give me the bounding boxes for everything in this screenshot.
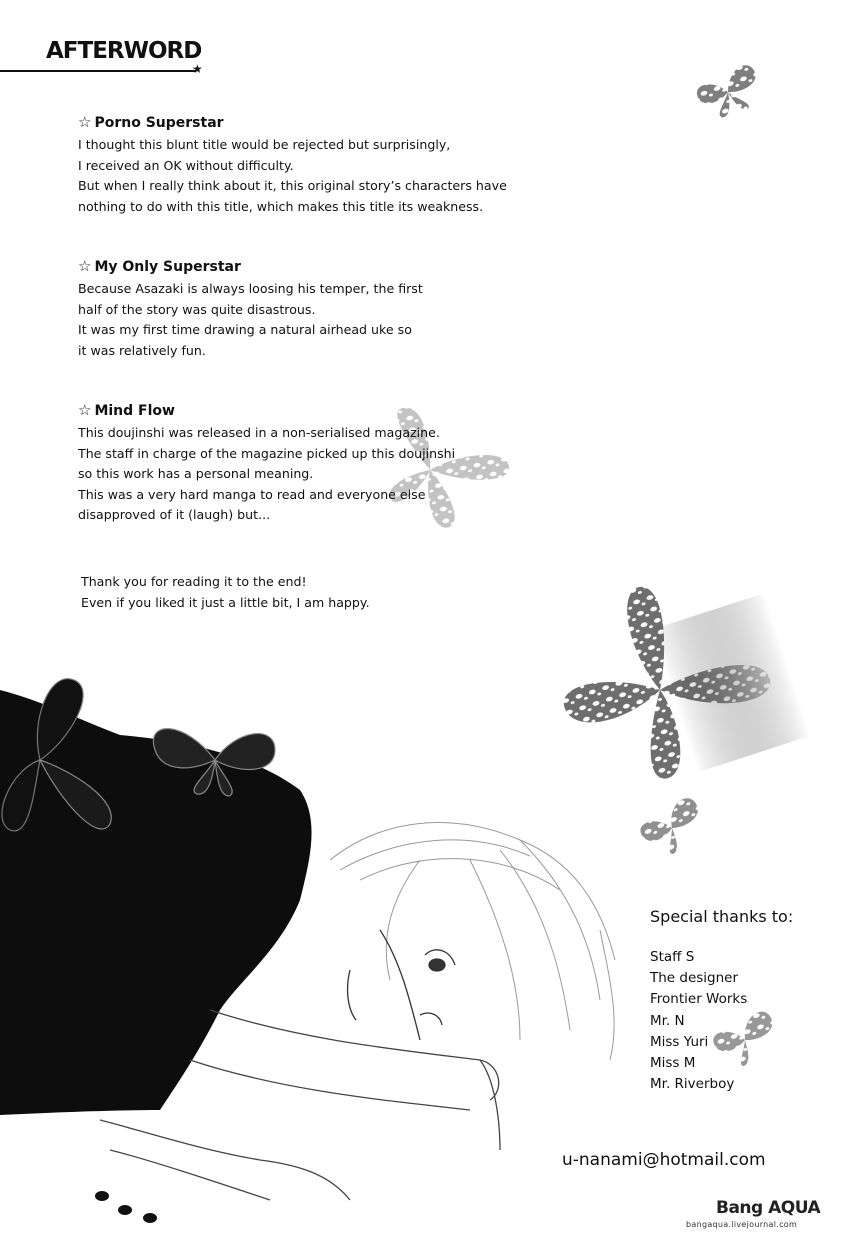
section-text-line: The staff in charge of the magazine picked up this doujinshi <box>78 445 456 461</box>
section-text-line: I thought this blunt title would be rejected but surprisingly, <box>78 137 451 152</box>
closing-line: Even if you liked it just a little bit, I am happy. <box>81 594 370 610</box>
section-mind-flow <box>78 400 558 526</box>
special-thanks <box>650 905 840 1095</box>
section-porno-superstar <box>78 112 558 217</box>
watermark-logo-text: Bang AQUA <box>716 1198 821 1218</box>
thanks-item: Frontier Works <box>650 991 748 1008</box>
section-heading <box>78 400 558 421</box>
closing-line: Thank you for reading it to the end! <box>81 574 307 589</box>
section-text-line: nothing to do with this title, which makes this title its weakness. <box>78 198 484 214</box>
section-text-line: so this work has a personal meaning. <box>78 466 314 481</box>
outline-star-icon: ☆ <box>78 113 92 131</box>
thanks-title: Special thanks to: <box>650 907 794 926</box>
section-text-line: Because Asazaki is always loosing his temper, the first <box>78 281 423 296</box>
watermark-url: bangaqua.livejournal.com <box>686 1220 798 1229</box>
section-text-line: it was relatively fun. <box>78 342 206 358</box>
section-text-line: This doujinshi was released in a non-serialised magazine. <box>78 425 440 440</box>
section-heading-label: My Only Superstar <box>94 259 241 275</box>
page-title: AFTERWORD <box>46 38 202 64</box>
section-heading <box>78 256 558 277</box>
section-text-line: It was my first time drawing a natural airhead uke so <box>78 322 412 337</box>
author-email: u-nanami@hotmail.com <box>562 1150 766 1170</box>
section-heading-label: Porno Superstar <box>94 115 224 131</box>
thanks-item: Miss Yuri <box>650 1033 709 1050</box>
section-heading <box>78 112 558 133</box>
outline-star-icon: ☆ <box>78 401 92 419</box>
closing-message <box>81 572 561 613</box>
outline-star-icon: ☆ <box>78 257 92 275</box>
section-heading-label: Mind Flow <box>94 403 175 419</box>
section-my-only-superstar <box>78 256 558 361</box>
title-divider <box>0 70 196 72</box>
thanks-item: The designer <box>650 970 739 987</box>
section-text-line: half of the story was quite disastrous. <box>78 301 316 317</box>
figure-hand <box>95 1191 157 1223</box>
section-text-line: This was a very hard manga to read and everyone else <box>78 486 426 502</box>
butterfly-icon <box>693 63 766 124</box>
section-text-line: But when I really think about it, this original story’s characters have <box>78 178 507 193</box>
butterfly-icon <box>635 795 711 863</box>
thanks-item: Mr. Riverboy <box>650 1076 735 1093</box>
section-text-line: disapproved of it (laugh) but... <box>78 507 271 522</box>
figure-hair <box>330 823 615 1060</box>
thanks-item: Miss M <box>650 1055 696 1072</box>
figure-face <box>348 930 455 1040</box>
thanks-item: Mr. N <box>650 1012 685 1029</box>
section-text-line: I received an OK without difficulty. <box>78 157 294 173</box>
butterfly-icon <box>536 551 811 806</box>
scanlation-watermark <box>686 1198 846 1232</box>
filled-star-icon: ★ <box>192 62 203 76</box>
thanks-item: Staff S <box>650 949 695 965</box>
